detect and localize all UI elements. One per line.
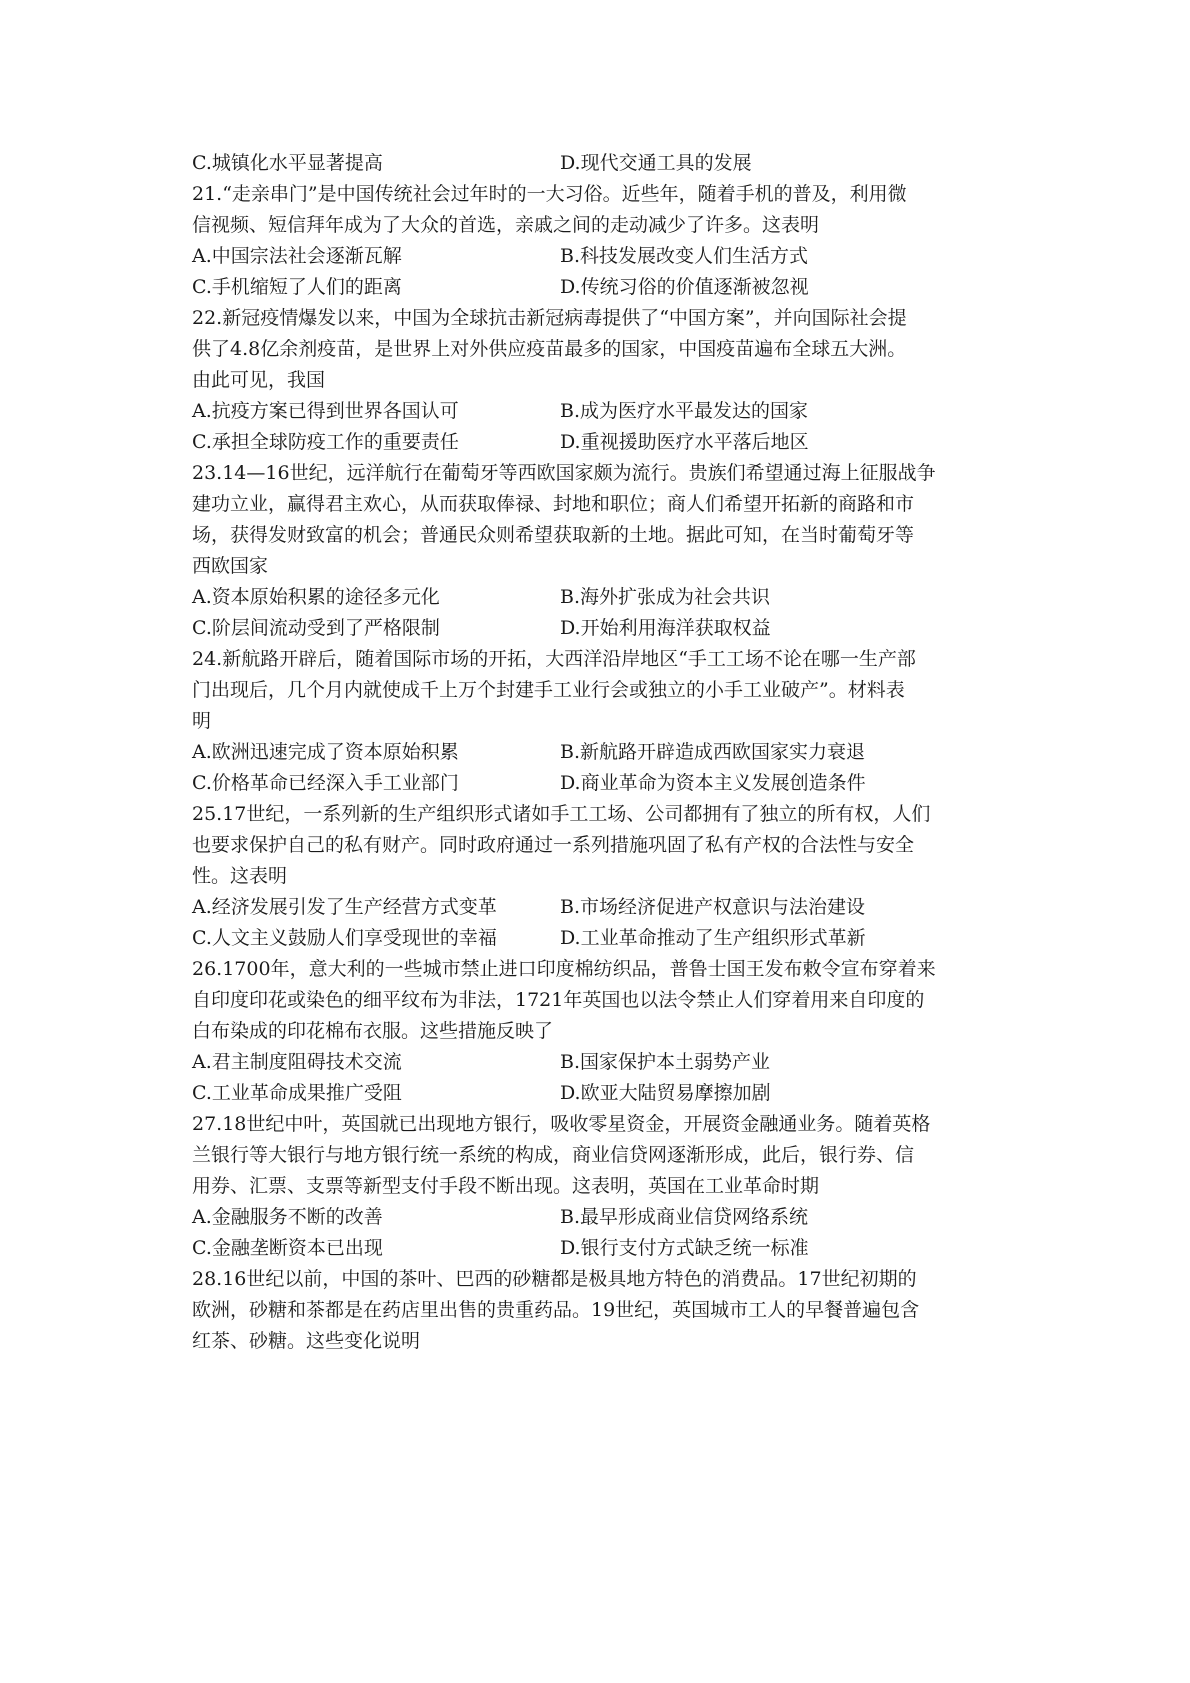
option-b: B.科技发展改变人们生活方式 <box>560 245 809 267</box>
option-c: C.手机缩短了人们的距离 <box>192 276 402 298</box>
question-stem-line: 信视频、短信拜年成为了大众的首选，亲戚之间的走动减少了许多。这表明 <box>192 214 820 236</box>
question-stem-line: 红茶、砂糖。这些变化说明 <box>192 1330 421 1352</box>
option-row <box>192 1202 1012 1233</box>
question-stem-line: 门出现后，几个月内就使成千上万个封建手工业行会或独立的小手工业破产”。材料表 <box>192 679 905 701</box>
question-stem-line: 22.新冠疫情爆发以来，中国为全球抗击新冠病毒提供了“中国方案”，并向国际社会提 <box>192 307 907 329</box>
option-c: C.承担全球防疫工作的重要责任 <box>192 431 459 453</box>
question-stem-line: 26.1700年，意大利的一些城市禁止进口印度棉纺织品，普鲁士国王发布敕令宣布穿着来 <box>192 958 936 980</box>
question-stem-line: 欧洲，砂糖和茶都是在药店里出售的贵重药品。19世纪，英国城市工人的早餐普遍包含 <box>192 1299 920 1321</box>
question-stem-line: 明 <box>192 710 212 732</box>
option-d: D.商业革命为资本主义发展创造条件 <box>560 772 866 794</box>
option-b: B.最早形成商业信贷网络系统 <box>560 1206 809 1228</box>
question-stem-line: 27.18世纪中叶，英国就已出现地方银行，吸收零星资金，开展资金融通业务。随着英格 <box>192 1113 931 1135</box>
option-row <box>192 1078 1012 1109</box>
option-d: D.银行支付方式缺乏统一标准 <box>560 1237 809 1259</box>
question-26 <box>192 954 1012 1109</box>
option-row <box>192 892 1012 923</box>
option-d: D.欧亚大陆贸易摩擦加剧 <box>560 1082 771 1104</box>
option-d: D.工业革命推动了生产组织形式革新 <box>560 927 866 949</box>
question-stem-line: 场，获得发财致富的机会；普通民众则希望获取新的土地。据此可知，在当时葡萄牙等 <box>192 524 915 546</box>
question-stem-line: 西欧国家 <box>192 555 269 577</box>
question-stem-line: 23.14—16世纪，远洋航行在葡萄牙等西欧国家颇为流行。贵族们希望通过海上征服战争 <box>192 462 936 484</box>
option-c: C.人文主义鼓励人们享受现世的幸福 <box>192 927 497 949</box>
option-c: C.阶层间流动受到了严格限制 <box>192 617 440 639</box>
option-row <box>192 396 1012 427</box>
option-a: A.君主制度阻碍技术交流 <box>192 1051 402 1073</box>
option-row <box>192 241 1012 272</box>
question-28 <box>192 1264 1012 1357</box>
question-stem-line: 建功立业，赢得君主欢心，从而获取俸禄、封地和职位；商人们希望开拓新的商路和市 <box>192 493 915 515</box>
option-row <box>192 768 1012 799</box>
option-row-top <box>192 148 1012 179</box>
option-c: C.价格革命已经深入手工业部门 <box>192 772 459 794</box>
question-stem-line: 性。这表明 <box>192 865 288 887</box>
option-a: A.中国宗法社会逐渐瓦解 <box>192 245 402 267</box>
option-row <box>192 582 1012 613</box>
option-b: B.成为医疗水平最发达的国家 <box>560 400 809 422</box>
option-a: A.资本原始积累的途径多元化 <box>192 586 440 608</box>
option-b: B.海外扩张成为社会共识 <box>560 586 771 608</box>
question-stem-line: 25.17世纪，一系列新的生产组织形式诸如手工工场、公司都拥有了独立的所有权，人们 <box>192 803 931 825</box>
option-b: B.市场经济促进产权意识与法治建设 <box>560 896 866 918</box>
option-b: B.新航路开辟造成西欧国家实力衰退 <box>560 741 866 763</box>
option-d: D.传统习俗的价值逐渐被忽视 <box>560 276 809 298</box>
question-stem-line: 自印度印花或染色的细平纹布为非法，1721年英国也以法令禁止人们穿着用来自印度的 <box>192 989 925 1011</box>
option-d: D.开始利用海洋获取权益 <box>560 617 771 639</box>
option-row <box>192 613 1012 644</box>
option-d: D.现代交通工具的发展 <box>560 152 752 174</box>
option-c: C.城镇化水平显著提高 <box>192 152 383 174</box>
question-22 <box>192 303 1012 458</box>
question-stem-line: 用券、汇票、支票等新型支付手段不断出现。这表明，英国在工业革命时期 <box>192 1175 820 1197</box>
option-row <box>192 923 1012 954</box>
option-a: A.金融服务不断的改善 <box>192 1206 383 1228</box>
option-row <box>192 1233 1012 1264</box>
exam-page <box>192 148 1012 1357</box>
question-stem-line: 也要求保护自己的私有财产。同时政府通过一系列措施巩固了私有产权的合法性与安全 <box>192 834 915 856</box>
question-stem-line: 由此可见，我国 <box>192 369 326 391</box>
option-c: C.工业革命成果推广受阻 <box>192 1082 402 1104</box>
option-row <box>192 1047 1012 1078</box>
option-d: D.重视援助医疗水平落后地区 <box>560 431 809 453</box>
question-25 <box>192 799 1012 954</box>
question-stem-line: 供了4.8亿余剂疫苗，是世界上对外供应疫苗最多的国家，中国疫苗遍布全球五大洲。 <box>192 338 907 360</box>
option-row <box>192 427 1012 458</box>
question-stem-line: 兰银行等大银行与地方银行统一系统的构成，商业信贷网逐渐形成，此后，银行券、信 <box>192 1144 915 1166</box>
question-24 <box>192 644 1012 799</box>
question-stem-line: 21.“走亲串门”是中国传统社会过年时的一大习俗。近些年，随着手机的普及，利用微 <box>192 183 907 205</box>
option-b: B.国家保护本土弱势产业 <box>560 1051 771 1073</box>
option-row <box>192 737 1012 768</box>
option-c: C.金融垄断资本已出现 <box>192 1237 383 1259</box>
option-a: A.欧洲迅速完成了资本原始积累 <box>192 741 459 763</box>
question-27 <box>192 1109 1012 1264</box>
option-a: A.抗疫方案已得到世界各国认可 <box>192 400 459 422</box>
question-21 <box>192 179 1012 303</box>
option-row <box>192 272 1012 303</box>
question-stem-line: 28.16世纪以前，中国的茶叶、巴西的砂糖都是极具地方特色的消费品。17世纪初期的 <box>192 1268 917 1290</box>
option-a: A.经济发展引发了生产经营方式变革 <box>192 896 497 918</box>
question-stem-line: 24.新航路开辟后，随着国际市场的开拓，大西洋沿岸地区“手工工场不论在哪一生产部 <box>192 648 916 670</box>
question-stem-line: 白布染成的印花棉布衣服。这些措施反映了 <box>192 1020 554 1042</box>
question-23 <box>192 458 1012 644</box>
